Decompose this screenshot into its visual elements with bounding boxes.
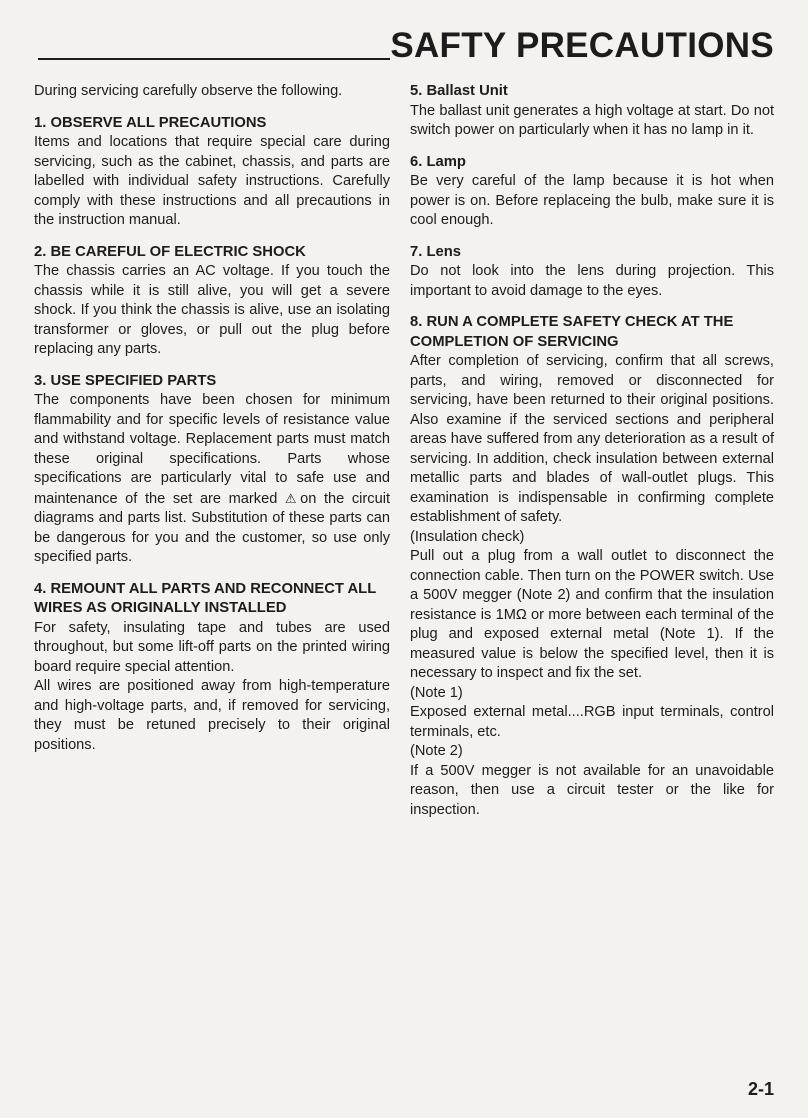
left-column	[34, 82, 390, 767]
section-observe-precautions	[34, 114, 390, 231]
section-title: 2. BE CAREFUL OF ELECTRIC SHOCK	[34, 243, 306, 260]
note-1-label: (Note 1)	[410, 684, 463, 701]
section-body-part2: on the circuit diagrams and parts list. Substitution of these parts can be dangerous for you and the customer, so use only specified parts.	[34, 490, 390, 565]
right-column	[410, 82, 774, 832]
section-lamp	[410, 153, 774, 231]
section-body: After completion of servicing, confirm that all screws, parts, and wiring, removed or disconnected for servicing, have been returned to their original positions. Also examine if the serviced sections and peripheral areas have suffered from any deterioration as a result of servicing. In addition, check insulation between external metallic parts and blades of wall-outlet plugs. This examination is indispensable in confirming complete establishment of safety.	[410, 353, 774, 525]
page-title: SAFTY PRECAUTIONS	[390, 26, 774, 65]
intro-text: During servicing carefully observe the following.	[34, 83, 343, 99]
note-2-label: (Note 2)	[410, 743, 463, 759]
section-title: 5. Ballast Unit	[410, 83, 508, 99]
section-lens	[410, 243, 774, 302]
section-remount-parts	[34, 580, 390, 756]
section-title: 4. REMOUNT ALL PARTS AND RECONNECT ALL WIRES AS ORIGINALLY INSTALLED	[34, 580, 376, 616]
page-number: 2-1	[747, 1079, 774, 1099]
insulation-check-body: Pull out a plug from a wall outlet to disconnect the connection cable. Then turn on the POWER switch. Use a 500V megger (Note 2) and confirm that the insulation resistance is 1MΩ or more between each terminal of the plug and exposed external metal (Note 1). If the measured value is below the specified level, then it is necessary to inspect and fix the set.	[410, 548, 774, 681]
section-body: Be very careful of the lamp because it is hot when power is on. Before replaceing the bulb, make sure it is cool enough.	[410, 173, 774, 228]
section-title: 8. RUN A COMPLETE SAFETY CHECK AT THE COMPLETION OF SERVICING	[410, 314, 734, 350]
header-rule	[38, 58, 390, 60]
section-title: 1. OBSERVE ALL PRECAUTIONS	[34, 114, 267, 131]
section-ballast-unit	[410, 82, 774, 141]
section-body	[34, 391, 390, 568]
section-body: The ballast unit generates a high voltage at start. Do not switch power on particularly when it has no lamp in it.	[410, 102, 774, 138]
note-1-body: Exposed external metal....RGB input terminals, control terminals, etc.	[410, 704, 774, 740]
section-title: 7. Lens	[410, 243, 461, 260]
section-title: 3. USE SPECIFIED PARTS	[34, 372, 217, 389]
section-body-2: All wires are positioned away from high-temperature and high-voltage parts, and, if removed for servicing, they must be retuned precisely to their original positions.	[34, 678, 390, 753]
section-body: Do not look into the lens during projection. This important to avoid damage to the eyes.	[410, 263, 774, 299]
section-body: The chassis carries an AC voltage. If you touch the chassis while it is still alive, you will get a severe shock. If you think the chassis is alive, use an isolating transformer or gloves, or pull out the plug before replacing any parts.	[34, 263, 390, 357]
section-body-part1: The components have been chosen for minimum flammability and for specific levels of resistance value and withstand voltage. Replacement parts must match these original specifications. Parts whose specifications are particularly vital to safe use and maintenance of the set are marked	[34, 392, 390, 507]
section-specified-parts	[34, 372, 390, 568]
section-electric-shock	[34, 243, 390, 360]
warning-triangle-icon: ⚠	[284, 490, 301, 506]
note-2-body: If a 500V megger is not available for an unavoidable reason, then use a circuit tester or the like for inspection.	[410, 762, 774, 818]
section-title: 6. Lamp	[410, 153, 466, 170]
page-header	[38, 22, 774, 68]
section-safety-check	[410, 313, 774, 820]
section-body: For safety, insulating tape and tubes are used throughout, but some lift-off parts on the printed wiring board require special attention.	[34, 619, 390, 675]
insulation-check-heading: (Insulation check)	[410, 528, 525, 545]
section-body: Items and locations that require special care during servicing, such as the cabinet, chassis, and parts are labelled with individual safety instructions. Carefully comply with these instructions and all precautions in the instruction manual.	[34, 134, 390, 228]
